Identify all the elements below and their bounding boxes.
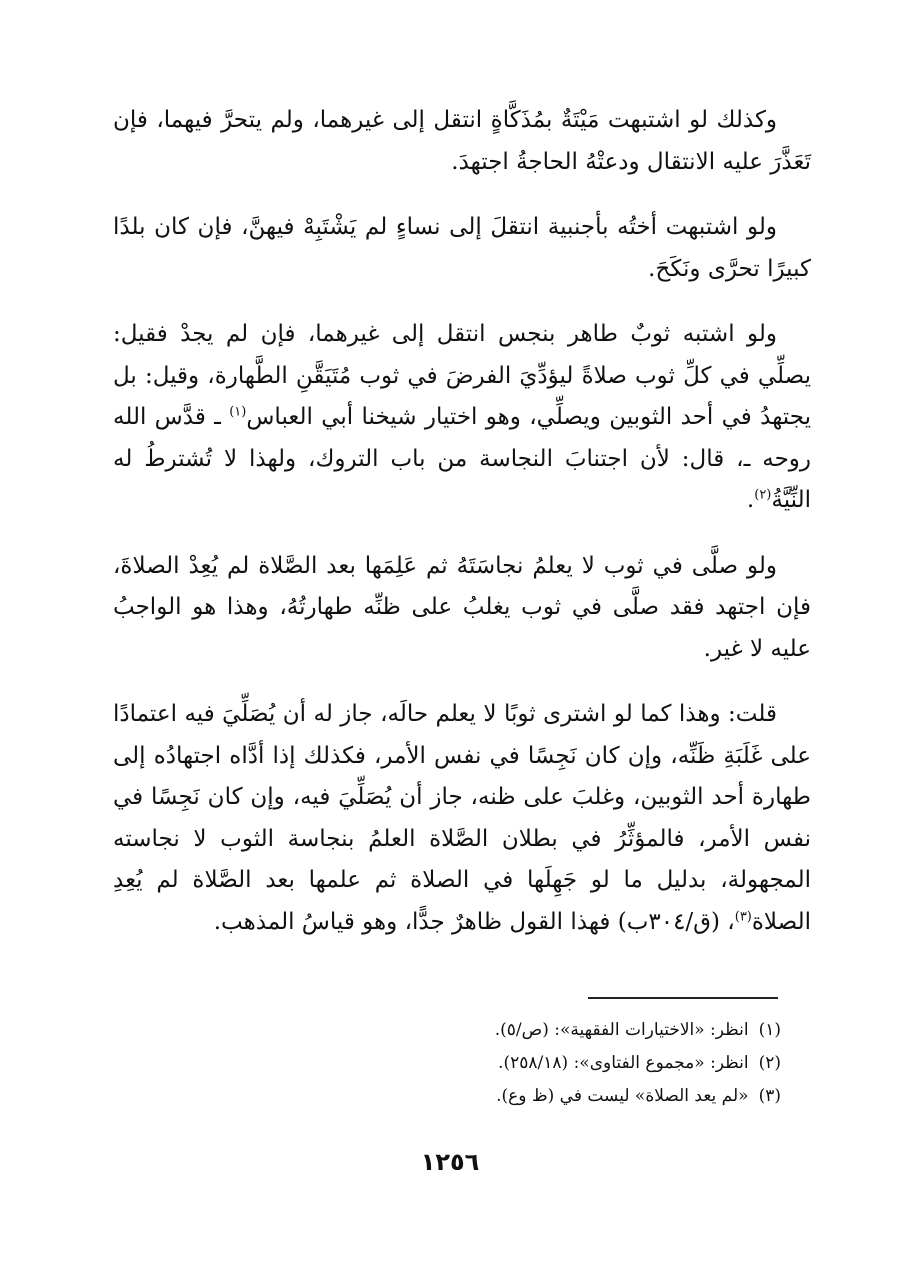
footnote-separator <box>588 997 778 999</box>
footnote-number: (٣) <box>758 1086 781 1106</box>
paragraph-2: ولو اشتبهت أختُه بأجنبية انتقلَ إلى نساءٍ لم يَشْتَبِهْ فيهنَّ، فإن كان بلدًا كبيرًا تحرَّى ونَكَحَ. <box>113 214 811 282</box>
footnote-number: (٢) <box>758 1053 781 1073</box>
paragraph-3-part-1: ولو اشتبه ثوبٌ طاهر بنجس انتقل إلى غيرهما، فإن لم يجدْ فقيل: يصلِّي في كلِّ ثوب صلاةً ليؤدِّيَ الفرضَ في ثوب مُتَيَقَّنِ الطَّهارة، وقيل: بل يجتهدُ في أحد الثوبين ويصلِّي، وهو اختيار شيخنا أبي العباس <box>113 321 811 430</box>
footnote-1 <box>113 1014 781 1047</box>
paragraph-3 <box>113 314 811 522</box>
footnote-ref-1[interactable]: (١) <box>229 404 247 420</box>
main-text <box>113 100 811 967</box>
paragraph-4: ولو صلَّى في ثوب لا يعلمُ نجاسَتَهُ ثم عَلِمَها بعد الصَّلاة لم يُعِدْ الصلاةَ، فإن اجتهد فقد صلَّى في ثوب يغلبُ على ظنِّه طهارتُهُ، وهذا هو الواجبُ عليه لا غير. <box>113 552 811 662</box>
footnote-text: «لم يعد الصلاة» ليست في (ظ وع). <box>496 1086 749 1106</box>
paragraph-5 <box>113 694 811 943</box>
paragraph-3-part-2: ـ قدَّس الله روحه ـ، قال: لأن اجتنابَ النجاسة من باب التروك، ولهذا لا تُشترطُ له النِّيَّةُ <box>113 404 811 513</box>
footnote-number: (١) <box>758 1020 781 1040</box>
footnote-ref-2[interactable]: (٢) <box>754 487 772 503</box>
footnote-text: انظر: «مجموع الفتاوى»: (٢٥٨/١٨). <box>498 1053 749 1073</box>
footnote-2 <box>113 1047 781 1080</box>
paragraph-5-part-2: ، (ق/٣٠٤ب) فهذا القول ظاهرٌ جدًّا، وهو قياسُ المذهب. <box>213 908 735 935</box>
footnote-3 <box>113 1080 781 1113</box>
page-number: ١٢٥٦ <box>420 1148 480 1176</box>
footnote-text: انظر: «الاختيارات الفقهية»: (ص/٥). <box>494 1020 749 1040</box>
paragraph-3-part-3: . <box>746 487 755 513</box>
footnote-ref-3[interactable]: (٣) <box>734 908 752 924</box>
paragraph-1: وكذلك لو اشتبهت مَيْتَةٌ بمُذَكَّاةٍ انتقل إلى غيرهما، ولم يتحرَّ فيهما، فإن تَعَذَّرَ عليه الانتقال ودعتْهُ الحاجةُ اجتهدَ. <box>113 107 811 175</box>
paragraph-5-part-1: قلت: وهذا كما لو اشترى ثوبًا لا يعلم حالَه، جاز له أن يُصَلِّيَ فيه اعتمادًا على غَلَبَةِ ظَنِّه، وإن كان نَجِسًا في نفس الأمر، فكذلك إذا أدَّاه اجتهادُه إلى طهارة أحد الثوبين، وغلبَ على ظنه، جاز أن يُصَلِّيَ فيه، وإن كان نَجِسًا في نفس الأمر، فالمؤثِّرُ في بطلان الصَّلاة العلمُ بنجاسة الثوب لا نجاسته المجهولة، بدليل ما لو جَهِلَها في الصلاة ثم علمها بعد الصَّلاة لم يُعِدِ الصلاة <box>113 701 811 935</box>
footnotes <box>113 1014 781 1113</box>
